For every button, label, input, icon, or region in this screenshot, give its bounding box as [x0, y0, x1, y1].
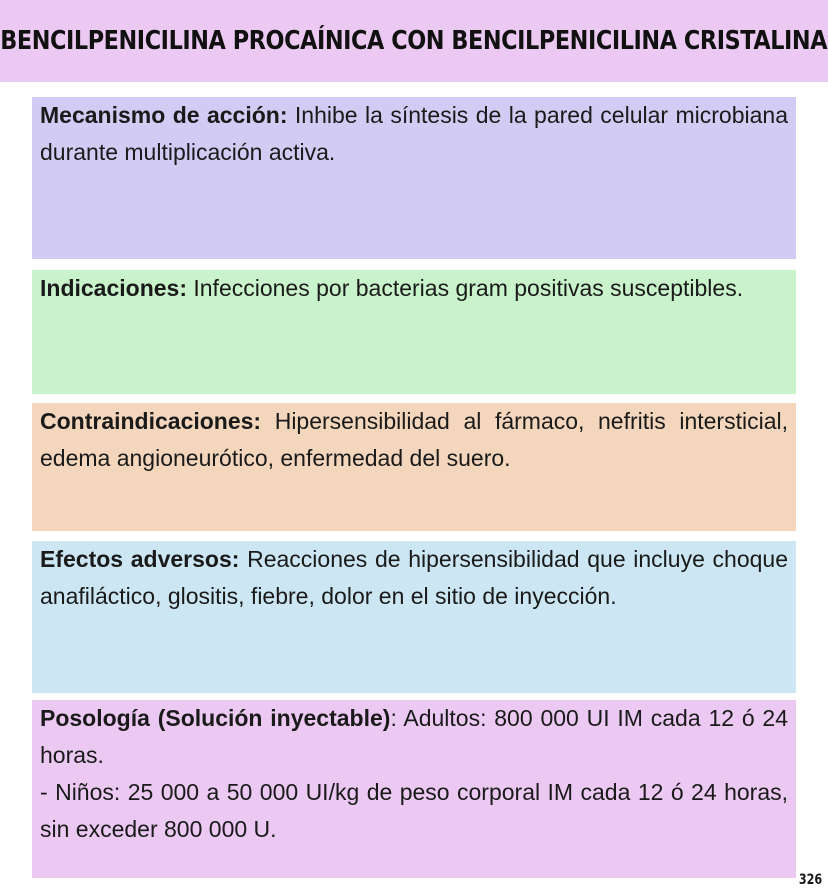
- mechanism-text: Inhibe la síntesis de la pared celular microbiana durante multiplicación activa.: [40, 102, 788, 165]
- dosage-adults-paragraph: [40, 700, 788, 774]
- title-banner: [0, 0, 828, 82]
- dosage-children-paragraph: - Niños: 25 000 a 50 000 UI/kg de peso corporal IM cada 12 ó 24 horas, sin exceder 800 000 U.: [40, 779, 788, 842]
- mechanism-label: Mecanismo de acción:: [40, 102, 288, 128]
- contraindications-section: [32, 403, 796, 531]
- adverse-effects-label: Efectos adversos:: [40, 546, 240, 572]
- indications-section: [32, 270, 796, 394]
- adverse-effects-paragraph: [40, 541, 788, 615]
- indications-label: Indicaciones:: [40, 275, 187, 301]
- indications-paragraph: [40, 270, 788, 307]
- contraindications-text: Hipersensibilidad al fármaco, nefritis intersticial, edema angioneurótico, enfermedad del suero.: [40, 408, 788, 471]
- contraindications-label: Contraindicaciones:: [40, 408, 262, 434]
- dosage-adults-text: : Adultos: 800 000 UI IM cada 12 ó 24 horas.: [40, 705, 789, 768]
- page-title: BENCILPENICILINA PROCAÍNICA CON BENCILPENICILINA CRISTALINA: [0, 26, 828, 56]
- page-number: 326: [798, 872, 822, 888]
- dosage-section: [32, 700, 796, 878]
- indications-text: Infecciones por bacterias gram positivas susceptibles.: [186, 275, 744, 301]
- mechanism-section: [32, 97, 796, 259]
- dosage-label: Posología (Solución inyectable): [40, 705, 391, 731]
- adverse-effects-text: Reacciones de hipersensibilidad que incluye choque anafiláctico, glositis, fiebre, dolor en el sitio de inyección.: [40, 546, 789, 609]
- adverse-effects-section: [32, 541, 796, 693]
- mechanism-paragraph: [40, 97, 788, 171]
- contraindications-paragraph: [40, 403, 788, 477]
